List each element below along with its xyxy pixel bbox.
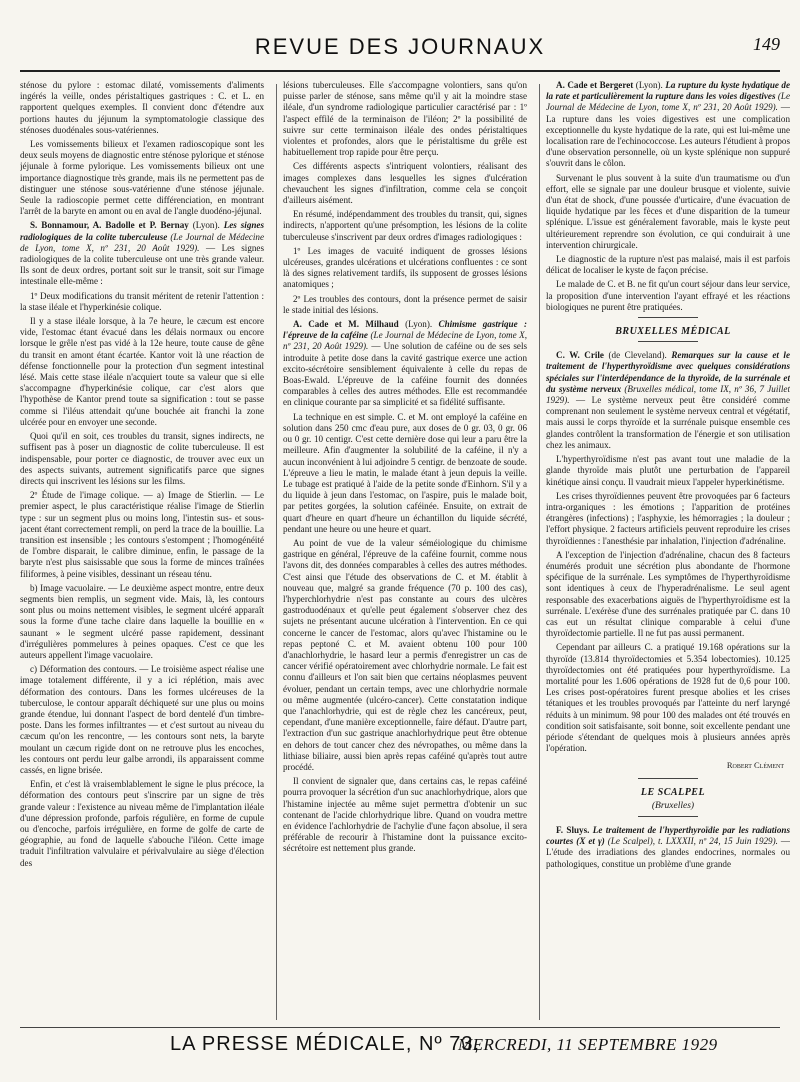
page-number: 149 [753, 34, 780, 54]
article-body: — Les signes radiologiques de la colite tuberculeuse ont une très grande valeur. Ils sont de deux ordres, portant soit sur le transit, soit sur l'image intestinale elle-même : [20, 242, 264, 287]
article-source: (Le Journal de Médecine de Lyon, tome X, nº 231, 20 Août 1929). [546, 91, 790, 113]
article-body: — La rupture dans les voies digestives est une complication exceptionnelle du kyste hydatique de la rate, qui est lui-même une localisation rare de l'echinococcose. Les auteurs l'étudient à propos d'une observation personnelle, où un kyste splénique non suppuré s'ouvrit dans le côlon. [546, 102, 790, 169]
section-subheading: (Bruxelles) [651, 800, 695, 811]
article-body: — Le système nerveux peut être considéré comme comprenant non seulement le système nerveux central et végétatif, mais aussi le corps thyroïde et la surrénale puisque ensemble ces glandes contrôlent la transformation de l'énergie et son utilisation chez les animaux. [546, 395, 790, 450]
paragraph: Les vomissements bilieux et l'examen radioscopique sont les deux seuls moyens de diagnostic entre sténose pylorique et sténose jéjunale à forme pylorique. Les vomissements bilieux ont une importance diagnostique très grande, mais ils ne permettent pas de distinguer une sténose sous-vatérienne d'une sténose jéjunale. Seule la radioscopie permet cette différenciation, en montrant l'arrêt de la baryte en amont ou en aval de l'angle duodéno-jéjunal. [20, 139, 264, 217]
article-body: — Une solution de caféine ou de ses sels introduite à petite dose dans la cavité gastrique exerce une action excito-sécrétoire sensiblement équivalente à celle du repas de Boas-Ewald. L'épreuve de la caféine fournit des données comparables à celles des autres méthodes. Elle est recommandée en clinique courante par sa simplicité et sa fidélité suffisante. [283, 341, 527, 408]
article-authors: S. Bonnamour, A. Badolle et P. Bernay [30, 220, 189, 231]
article-source: (Le Journal de Médecine de Lyon, tome X, nº 231, 20 Août 1929). [20, 231, 264, 253]
header-rule [20, 70, 780, 72]
section-divider [638, 317, 698, 318]
footer-journal-name: LA PRESSE MÉDICALE, Nº 73, [170, 1033, 481, 1055]
column-2 [283, 80, 527, 1020]
paragraph: Il y a stase iléale lorsque, à la 7e heure, le cæcum est encore vide, l'estomac étant évacué dans les délais normaux ou encore lorsque le grêle n'est pas vidé à la 12e heure, toute cause de gêne du transit en amont étant écartée. Kantor voit là une réaction de défense fonctionnelle pour la protection d'un segment intestinal lésé. Mais cette stase iléale n'acquiert toute sa valeur que si elle s'accompagne d'hyperkinésie colique, car c'est alors que l'hypothèse de Kantor prend toute sa signification : tout se passe comme si l'iléus attendait qu'une bouchée ait franchi la zone ulcérée pour en envoyer une seconde. [20, 316, 264, 427]
article-source: (Le Journal de Médecine de Lyon, tome X, nº 231, 20 Août 1929). [283, 330, 527, 352]
paragraph: Il convient de signaler que, dans certains cas, le repas caféiné pourra provoquer la sécrétion d'un suc anachlorhydrique, alors que l'histamine injectée au même sujet permettra d'obtenir un suc contenant de l'acide chlorhydrique libre. Quand on voudra mettre en évidence l'achlorhydrie de l'achylie d'une façon absolue, il sera préférable de recourir à l'histamine dont la puissance excito-sécrétoire est nettement plus grande. [283, 776, 527, 854]
column-rule-1 [276, 84, 277, 1020]
article-title: Remarques sur la cause et le traitement de l'hyperthyroïdisme avec quelques considérations spéciales sur l'interdépendance de la thyroïde, de la surrénale et du système nerveux [546, 350, 790, 394]
paragraph: A l'exception de l'injection d'adrénaline, chacun des 8 facteurs énumérés produit une sécrétion plus abondante de l'hormone spécifique de la surrénale. Les symptômes de l'hyperthyroïdisme sont identiques à ceux de l'hyperadrénalisme. Le seul agent responsable des exacerbations aiguës de l'hyperthyroïdisme est la surrénale. L'exérèse d'une des surrénales pratiquée par C. dans 10 cas eut un résultat clinique comparable à celui d'une thyroïdectomie partielle. Il ne fut pas aussi permanent. [546, 549, 790, 639]
paragraph: c) Déformation des contours. — Le troisième aspect réalise une image totalement différente, il y a ici réplétion, mais avec déformation des contours. Dans les formes ulcéreuses de la tuberculose, le contour apparaît déchiqueté sur une plus ou moins grande étendue, lui donnant l'aspect de bord dentelé d'un timbre-poste. Dans les formes infiltrantes — et c'est surtout au niveau du cæcum qu'on les rencontre, — les contours sont nets, la baryte moulant un cæcum rigide dont on ne retrouve plus les encoches, les contours ont perdu leur galbe arrondi, ils apparaissent comme cassés, en ligne brisée. [20, 664, 264, 775]
paragraph: Cependant par ailleurs C. a pratiqué 19.168 opérations sur la thyroïde (13.814 thyroïdectomies et 5.354 lobectomies). 10.125 thyroïdectomies ont été pratiquées pour hyperthyroïdisme. La mortalité pour les 1.606 opérations de 1928 fut de 0,6 pour 100. Les crises post-opératoires furent presque abolies et les crises tétaniques et les troubles provoqués par l'atteinte du nerf laryngé réduits à un minimum. 98 pour 100 des malades ont été trouvés en condition soit satisfaisante, soit bonne, soit excellente pendant une période s'étendant de quelques mois à plusieurs années après l'opération. [546, 642, 790, 754]
footer-issue-date: MERCREDI, 11 SEPTEMBRE 1929 [458, 1035, 718, 1054]
article-city: (de Cleveland). [608, 350, 667, 361]
paragraph: 2º Étude de l'image colique. — a) Image de Stierlin. — Le premier aspect, le plus caractéristique réalise l'image de Stierlin type : sur un segment plus ou moins long, l'intestin sus- et sous-jacent étant correctement rempli, on perd la trace de la bouillie. La transition est insensible ; les contours s'estompent ; l'homogénéité de l'ombre disparait, le calibre diminue, enfin, le passage de la baryte n'est plus saisissable que sous la forme de minces traînées filiformes, à peine visibles, dessinant un réseau ténu. [20, 490, 264, 579]
article-crile [546, 350, 790, 451]
article-cade-bergeret [546, 80, 790, 170]
article-authors: C. W. Crile [556, 350, 604, 361]
article-sluys [546, 825, 790, 870]
paragraph: Le diagnostic de la rupture n'est pas malaisé, mais il est parfois délicat de localiser le kyste de façon précise. [546, 254, 790, 276]
paragraph: b) Image vacuolaire. — Le deuxième aspect montre, entre deux segments bien remplis, un segment vide. Mais, là, les contours sont plus ou moins nettement visibles, le segment ulcéré apparaît sous la forme d'une tache claire dans laquelle la bouillie en « saunant » le segment ulcéré passe rapidement, dessinant d'irrégulières pommelures à peines opaques. C'est ce que les auteurs appellent l'image vacuolaire. [20, 582, 264, 660]
paragraph: 2º Les troubles des contours, dont la présence permet de saisir le stade initial des lésions. [283, 293, 527, 315]
journal-section-title: REVUE DES JOURNAUX [254, 34, 546, 59]
article-city: (Lyon). [635, 80, 663, 90]
paragraph: En résumé, indépendamment des troubles du transit, qui, signes indirects, n'apportent qu'une présomption, les lésions de la colite tuberculeuse s'inscrivent par deux ordres d'images radiologiques : [283, 209, 527, 242]
section-heading-bruxelles-medical: BRUXELLES MÉDICAL [615, 326, 731, 338]
section-heading-le-scalpel: LE SCALPEL [640, 786, 706, 798]
column-1 [20, 80, 264, 1020]
article-bonnamour [20, 220, 264, 287]
paragraph: Le malade de C. et B. ne fit qu'un court séjour dans leur service, la proposition d'une intervention l'ayant effrayé et les réactions biologiques ne purent être pratiquées. [546, 279, 790, 312]
paragraph: Ces différents aspects s'intriquent volontiers, réalisant des images complexes dans lesquelles les signes d'ulcération chevauchent les signes d'infiltration, comme cela se conçoit d'ailleurs aisément. [283, 161, 527, 206]
article-body: — L'étude des irradiations des glandes endocrines, normales ou pathologiques, constitue un problème d'une grande [546, 836, 790, 869]
paragraph: lésions tuberculeuses. Elle s'accompagne volontiers, sans qu'on puisse parler de sténose, sans même qu'il y ait la moindre stase iléale, d'un syndrome radiologique particulier caractérisé par : 1º l'aspect effilé de la terminaison de l'iléon; 2º la possibilité de suivre sur cette terminaison iléale des ondes péristaltiques violentes et profondes, alors que le péristaltisme du grêle est habituellement trop rapide pour être perçu. [283, 80, 527, 158]
page-header [0, 28, 800, 68]
column-3 [546, 80, 790, 1020]
article-authors: A. Cade et M. Milhaud [293, 319, 399, 330]
article-city: (Lyon). [405, 319, 433, 330]
paragraph: Survenant le plus souvent à la suite d'un traumatisme ou d'un effort, elle se signale par une douleur brusque et violente, suivie d'un état de shock, d'une poussée d'urticaire, d'une évacuation de liquide hydatique par les fèces et d'une disparition de la tumeur splénique. L'issue est généralement favorable, mais le kyste peut ultérieurement reprendre son évolution, ce qui conduirait à une intervention chirurgicale. [546, 172, 790, 250]
reviewer-signature: Robert Clément [726, 760, 784, 771]
paragraph: Au point de vue de la valeur séméiologique du chimisme gastrique en général, l'épreuve de la caféine fournit, comme nous l'avons dit, des données comparables à celles des autres méthodes. C'est ainsi que l'étude des observations de C. et M. établit à nouveau que, malgré sa grande fréquence (70 p. 100 des cas), l'hyperchlorhydrie n'est pas constante au cours des ulcères gastroduodénaux et qu'elle peut également s'observer chez des sujets ne présentant aucune ulcération à l'intervention. En ce qui concerne le cancer de l'estomac, alors qu'avec l'histamine ou le repas peptoné C. et M. avaient obtenu 100 pour 100 d'anachlorhydrie, le hasard leur a permis d'enregistrer un cas de cancer vérifié opératoirement avec chlorhydrie normale. Le fait est connu d'ailleurs et l'on sait bien que certains néoplasmes peuvent évoluer, pendant un certain temps, avec une chlorhydrie normale ou même augmentée (ulcéro-cancer). Cette constatation indique que l'anachlorhydrie, qui est de règle chez les cancéreux, peut, cependant, d'une manière exceptionnelle, faire défaut. D'autre part, l'extraction d'un suc gastrique anachlorhydrique peut être obtenue en dehors de tout cancer chez des névropathes, ou même dans la lithiase biliaire, aussi bien après repas caféiné qu'après tout autre procédé. [283, 537, 527, 772]
section-divider [638, 816, 698, 817]
article-cade-milhaud [283, 319, 527, 409]
section-divider [638, 778, 698, 779]
column-rule-2 [539, 84, 540, 1020]
article-title: La rupture du kyste hydatique de la rate et particulièrement la rupture dans les voies digestives [546, 80, 790, 102]
article-source: (Le Scalpel), t. LXXXII, nº 24, 15 Juin 1929). [607, 836, 778, 847]
article-city: (Lyon). [192, 220, 220, 231]
paragraph: 1º Les images de vacuité indiquent de grosses lésions ulcéreuses, grandes ulcérations et ulcérations confluentes : ce sont là des signes relativement tardifs, ils supposent de grosses lésions anatomiques ; [283, 245, 527, 290]
article-authors: A. Cade et Bergeret [556, 80, 634, 90]
article-title: Les signes radiologiques de la colite tuberculeuse [20, 220, 264, 242]
page-footer [0, 1025, 800, 1065]
paragraph: Enfin, et c'est là vraisemblablement le signe le plus précoce, la déformation des contours peut s'inscrire par un signe de très grande valeur : l'existence au niveau même de l'implantation iléale d'une dépression profonde, parfois régulière, en forme de cupule ou d'encoche, parfois irrégulière, en forme de golfe de carte de géographie, au fond de laquelle s'abouche l'iléon. Cette image traduit l'infiltration valvulaire et périvalvulaire au siège d'élection des [20, 779, 264, 868]
paragraph: sténose du pylore : estomac dilaté, vomissements d'aliments ingérés la veille, ondes péristaltiques gastriques : C. et L. en rapportent quelques exemples. Il convient donc d'étendre aux portions hautes du jéjunum la symptomatologie classique des sténoses duodénales sous-vatériennes. [20, 80, 264, 135]
article-title: Le traitement de l'hyperthyroïdie par les radiations courtes (X et γ) [546, 824, 790, 847]
section-divider [638, 341, 698, 342]
paragraph: Les crises thyroïdiennes peuvent être provoquées par 6 facteurs intra-organiques : les émotions ; l'apparition de protéines étrangères (infections) ; l'asphyxie, les hémorragies ; la douleur ; l'effort physique. 2 facteurs artificiels peuvent reproduire les crises thyroïdiennes : l'anesthésie par inhalation, l'injection d'adrénaline. [546, 490, 790, 546]
footer-rule [20, 1027, 780, 1028]
article-title: Chimisme gastrique : l'épreuve de la caféine [283, 319, 527, 341]
paragraph: Quoi qu'il en soit, ces troubles du transit, signes indirects, ne suffisent pas à poser un diagnostic de colite tuberculeuse. Il est indispensable, pour porter ce diagnostic, de trouver avec eux un des aspects suivants, autrement significatifs parce que signes directs qui inscrivent les lésions sur les films. [20, 431, 264, 486]
paragraph: 1º Deux modifications du transit méritent de retenir l'attention : la stase iléale et l'hyperkinésie colique. [20, 290, 264, 312]
article-source: (Bruxelles médical, tome IX, nº 36, 7 Juillet 1929). [546, 383, 790, 406]
article-authors: F. Sluys. [556, 824, 590, 835]
paragraph: L'hyperthyroïdisme n'est pas avant tout une maladie de la glande thyroïde mais plutôt une perturbation de l'appareil kinétique ainsi conçu. Il vaudrait mieux l'appeler hyperkinétisme. [546, 454, 790, 487]
paragraph: La technique en est simple. C. et M. ont employé la caféine en solution dans 250 cmc d'eau pure, aux doses de 0 gr. 03, 0 gr. 06 ou 0 gr. 10 centigr. C'est cette dernière dose qui leur a paru être la meilleure. Afin d'augmenter la solubilité de la caféine, il n'y a aucun inconvénient à lui adjoindre 5 centigr. de benzoate de soude. L'épreuve a lieu le matin, le malade étant à jeun depuis la veille. Le tubage est pratiqué à l'aide de la petite sonde d'Einhorn. S'il y a du liquide à jeun dans l'estomac, on l'aspire, puis le malade boit, par petites gorgées, la solution caféinée. Ensuite, on extrait de quart d'heure en quart d'heure un échantillon du liquide sécrété, pendant une heure ou une heure et quart. [283, 411, 527, 534]
